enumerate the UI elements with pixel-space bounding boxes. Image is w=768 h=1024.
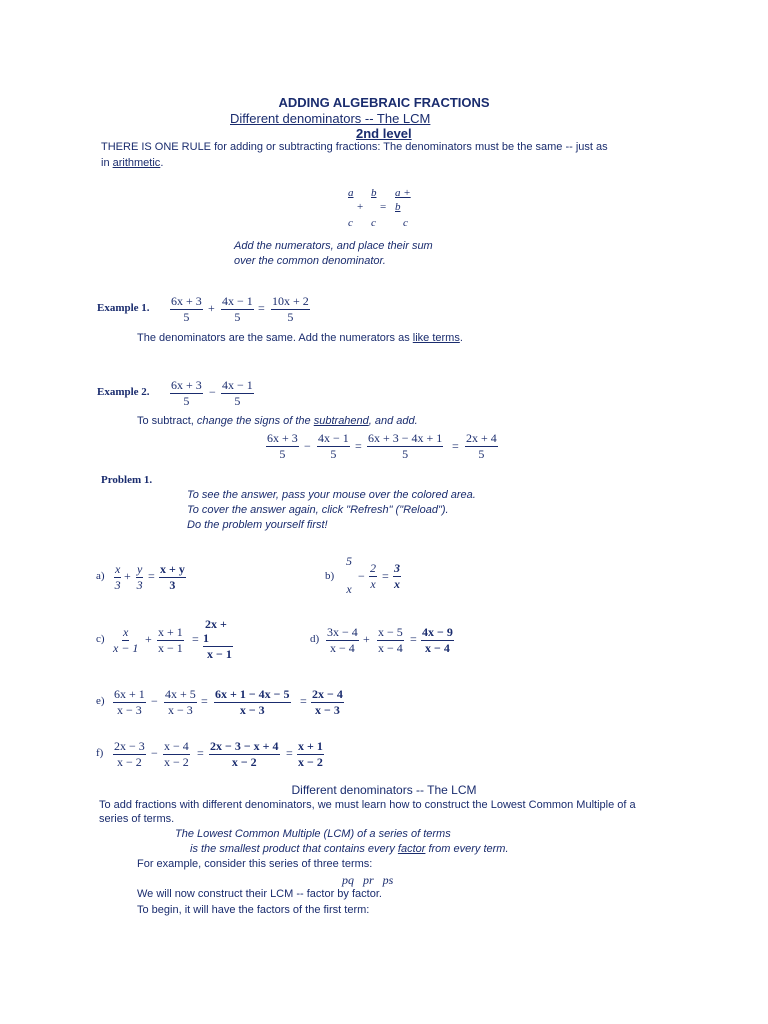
subtrahend-link[interactable]: subtrahend: [313, 415, 369, 427]
problem-c-answer-num-2[interactable]: 1: [203, 631, 233, 647]
example2-label: Example 2.: [97, 386, 150, 398]
rule-c3: c: [403, 217, 408, 229]
example2-result-minus: −: [304, 439, 311, 453]
problem-d-fraction-1: $\frac{3x - 4}{x - 4}$: [327, 625, 358, 655]
example1-plus: +: [208, 301, 215, 315]
problem-a-plus: +: [124, 569, 131, 583]
lcm-begin-line: To begin, it will have the factors of the first term:: [137, 904, 370, 916]
lcm-example-intro: For example, consider this series of three terms:: [137, 858, 373, 870]
lcm-construct-line: We will now construct their LCM -- factor by factor.: [137, 888, 382, 900]
example1-label: Example 1.: [97, 302, 150, 314]
problem-d-plus: +: [363, 632, 370, 646]
problem-e-label: e): [96, 695, 105, 707]
problem-c-equals: =: [192, 632, 199, 646]
rule-c2: c: [371, 217, 376, 229]
example2-fraction-2: $\frac{4x - 1}{5}$: [222, 378, 253, 408]
rule-plus: +: [357, 201, 364, 213]
problem-f-equals-1: =: [197, 746, 204, 760]
lcm-heading: Different denominators -- The LCM: [291, 783, 477, 797]
problem-b-equals: =: [382, 569, 389, 583]
subtitle-link[interactable]: Different denominators -- The LCM: [230, 111, 431, 126]
intro-line-1: THERE IS ONE RULE for adding or subtracting fractions: The denominators must be the same -- just as: [101, 141, 608, 153]
problem-a-fraction-1: $\frac{x}{3}$: [114, 562, 121, 592]
problem-e-equals-2: =: [300, 694, 307, 708]
example2-fraction-1: $\frac{6x + 3}{5}$: [171, 378, 202, 408]
rule-eq: =: [380, 201, 387, 213]
lcm-paragraph-line-1: To add fractions with different denominators, we must learn how to construct the Lowest Common Multiple of a: [99, 799, 636, 811]
problem-e-middle[interactable]: $\frac{6x + 1 - 4x - 5}{x - 3}$: [215, 687, 290, 717]
problem-e-fraction-1: $\frac{6x + 1}{x - 3}$: [114, 687, 145, 717]
problem-e-fraction-2: $\frac{4x + 5}{x - 3}$: [165, 687, 196, 717]
problem-c-fraction-2: $\frac{x + 1}{x - 1}$: [158, 625, 183, 655]
level-label: 2nd level: [356, 126, 412, 141]
problem-f-fraction-2: $\frac{x - 4}{x - 2}$: [164, 739, 189, 769]
problem1-label: Problem 1.: [101, 474, 153, 486]
factor-link[interactable]: factor: [397, 843, 426, 855]
lcm-definition-line-1: The Lowest Common Multiple (LCM) of a series of terms: [175, 828, 451, 840]
problem-b-minus: −: [358, 569, 365, 583]
problem1-instr-2: To cover the answer again, click "Refresh" ("Reload").: [187, 504, 449, 516]
problem-b-label: b): [325, 570, 335, 582]
problem-c-label: c): [96, 633, 105, 645]
problem1-instr-1: To see the answer, pass your mouse over the colored area.: [187, 489, 476, 501]
problem-d-fraction-2: $\frac{x - 5}{x - 4}$: [378, 625, 403, 655]
problem1-instr-3: Do the problem yourself first!: [187, 519, 328, 531]
problem-d-answer[interactable]: $\frac{4x - 9}{x - 4}$: [422, 625, 453, 655]
problem-b-answer[interactable]: $\frac{3}{x}$: [394, 561, 400, 591]
problem-a-label: a): [96, 570, 105, 582]
problem-e-minus: −: [151, 694, 158, 708]
example2-result-fraction-3: $\frac{6x + 3 - 4x + 1}{5}$: [368, 431, 443, 461]
example2-result-fraction-2: $\frac{4x - 1}{5}$: [318, 431, 349, 461]
rule-note-2: over the common denominator.: [234, 255, 386, 267]
example2-result-eq-2: =: [452, 439, 459, 453]
problem-c-plus: +: [145, 632, 152, 646]
lcm-definition-line-2: is the smallest product that contains every factor from every term.: [190, 843, 509, 855]
problem-e-answer[interactable]: $\frac{2x - 4}{x - 3}$: [312, 687, 343, 717]
example2-result-eq-1: =: [355, 439, 362, 453]
problem-e-equals-1: =: [201, 694, 208, 708]
example2-note: To subtract, change the signs of the subtrahend, and add.: [137, 415, 418, 427]
rule-a-plus: a +: [395, 187, 411, 199]
example1-fraction-2: $\frac{4x - 1}{5}$: [222, 294, 253, 324]
problem-c-fraction-1: $\frac{x}{x - 1}$: [113, 625, 139, 655]
problem-a-equals: =: [148, 569, 155, 583]
example2-result-fraction-1: $\frac{6x + 3}{5}$: [267, 431, 298, 461]
lcm-paragraph-line-2: series of terms.: [99, 813, 175, 825]
example2-result-fraction-4: $\frac{2x + 4}{5}$: [466, 431, 497, 461]
problem-d-equals: =: [410, 632, 417, 646]
arithmetic-link[interactable]: arithmetic: [112, 157, 161, 169]
problem-d-label: d): [310, 633, 320, 645]
page-title: ADDING ALGEBRAIC FRACTIONS: [278, 95, 490, 110]
rule-note-1: Add the numerators, and place their sum: [234, 240, 433, 252]
problem-a-fraction-2: $\frac{y}{3}$: [136, 562, 143, 592]
example1-note: The denominators are the same. Add the numerators as like terms.: [137, 332, 463, 344]
problem-f-equals-2: =: [286, 746, 293, 760]
example1-fraction-1: $\frac{6x + 3}{5}$: [171, 294, 202, 324]
example1-equals: =: [258, 301, 265, 315]
problem-c-answer-den[interactable]: x − 1: [207, 647, 232, 661]
problem-f-minus: −: [151, 746, 158, 760]
problem-f-middle[interactable]: $\frac{2x - 3 - x + 4}{x - 2}$: [210, 739, 279, 769]
intro-line-2: in arithmetic.: [101, 157, 164, 169]
problem-f-label: f): [96, 747, 104, 759]
example2-minus: −: [209, 385, 216, 399]
problem-b-fraction-2: $\frac{2}{x}$: [370, 561, 376, 591]
rule-a: a: [348, 187, 354, 199]
problem-b-fraction-1: 5 x: [346, 554, 352, 596]
problem-a-answer[interactable]: $\frac{x + y}{3}$: [160, 562, 185, 592]
problem-c-answer-num-1[interactable]: 2x +: [205, 617, 227, 631]
lcm-terms: pq pr ps: [342, 873, 394, 887]
rule-c1: c: [348, 217, 353, 229]
rule-b-num: b: [395, 201, 401, 213]
example1-fraction-3: $\frac{10x + 2}{5}$: [272, 294, 309, 324]
problem-f-fraction-1: $\frac{2x - 3}{x - 2}$: [114, 739, 145, 769]
like-terms-link[interactable]: like terms: [412, 332, 460, 344]
problem-f-answer[interactable]: $\frac{x + 1}{x - 2}$: [298, 739, 323, 769]
rule-b: b: [371, 187, 377, 199]
